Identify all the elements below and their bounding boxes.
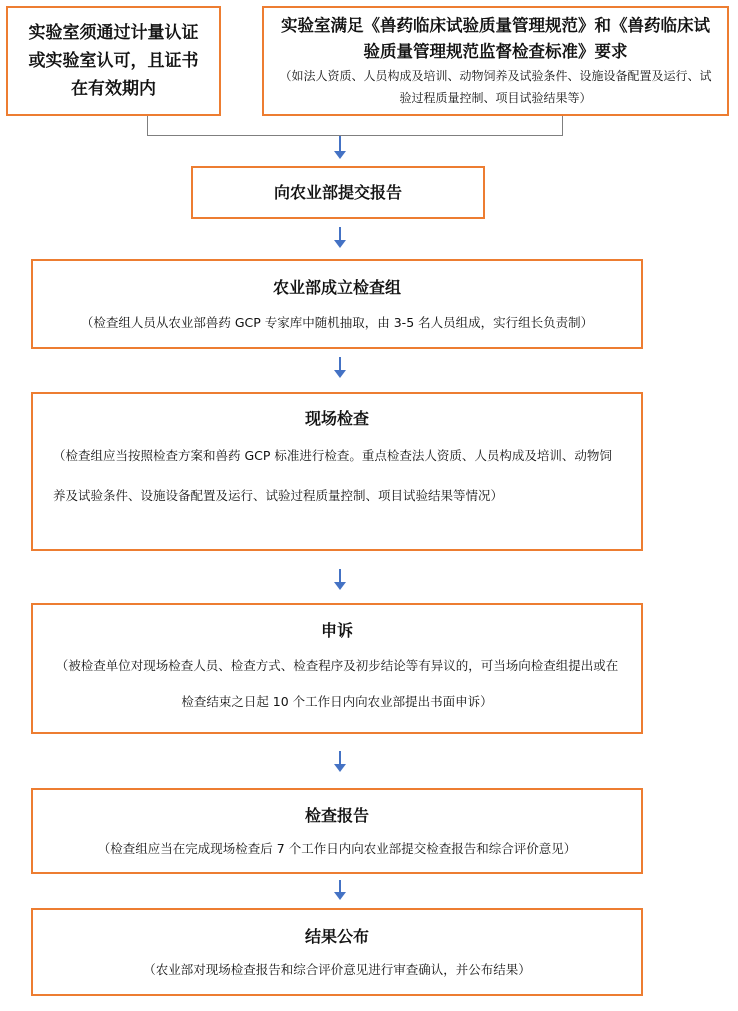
gcp-requirement-title: 实验室满足《兽药临床试验质量管理规范》和《兽药临床试验质量管理规范监督检查标准》要求 <box>281 16 710 61</box>
arrow-down <box>339 227 341 241</box>
onsite-inspection-note: （检查组应当按照检查方案和兽药 GCP 标准进行检查。重点检查法人资质、人员构成及培训、动物饲养及试验条件、设施设备配置及运行、试验过程质量控制、项目试验结果等情况） <box>53 448 612 503</box>
cert-requirement-box <box>6 6 221 116</box>
submit-report-title: 向农业部提交报告 <box>273 182 402 202</box>
result-publication-note: （农业部对现场检查报告和综合评价意见进行审查确认，并公布结果） <box>143 962 531 977</box>
arrow-down <box>339 880 341 893</box>
inspection-group-box <box>31 259 643 349</box>
arrow-down <box>339 569 341 583</box>
inspection-report-box <box>31 788 643 874</box>
submit-report-box <box>191 166 485 219</box>
connector-horizontal <box>147 135 563 136</box>
inspection-group-title: 农业部成立检查组 <box>272 278 401 297</box>
connector-left <box>147 116 148 136</box>
inspection-report-note: （检查组应当在完成现场检查后 7 个工作日内向农业部提交检查报告和综合评价意见） <box>97 841 577 856</box>
gcp-requirement-note: （如法人资质、人员构成及培训、动物饲养及试验条件、设施设备配置及运行、试验过程质量控制、项目试验结果等） <box>279 69 712 105</box>
arrow-down <box>339 357 341 371</box>
onsite-inspection-title: 现场检查 <box>304 409 369 428</box>
result-publication-title: 结果公布 <box>304 927 369 946</box>
connector-right <box>562 116 563 136</box>
cert-requirement-text: 实验室须通过计量认证或实验室认可，且证书在有效期内 <box>28 23 199 99</box>
appeal-note: （被检查单位对现场检查人员、检查方式、检查程序及初步结论等有异议的，可当场向检查组提出或在检查结束之日起 10 个工作日内向农业部提出书面申诉） <box>55 657 619 709</box>
inspection-report-title: 检查报告 <box>304 806 369 825</box>
appeal-title: 申诉 <box>320 620 353 640</box>
arrow-down <box>339 136 341 152</box>
result-publication-box <box>31 908 643 996</box>
inspection-group-note: （检查组人员从农业部兽药 GCP 专家库中随机抽取，由 3-5 名人员组成，实行组长负责制） <box>80 315 594 330</box>
appeal-box <box>31 603 643 734</box>
gcp-requirement-box <box>262 6 729 116</box>
onsite-inspection-box <box>31 392 643 551</box>
arrow-down <box>339 751 341 765</box>
